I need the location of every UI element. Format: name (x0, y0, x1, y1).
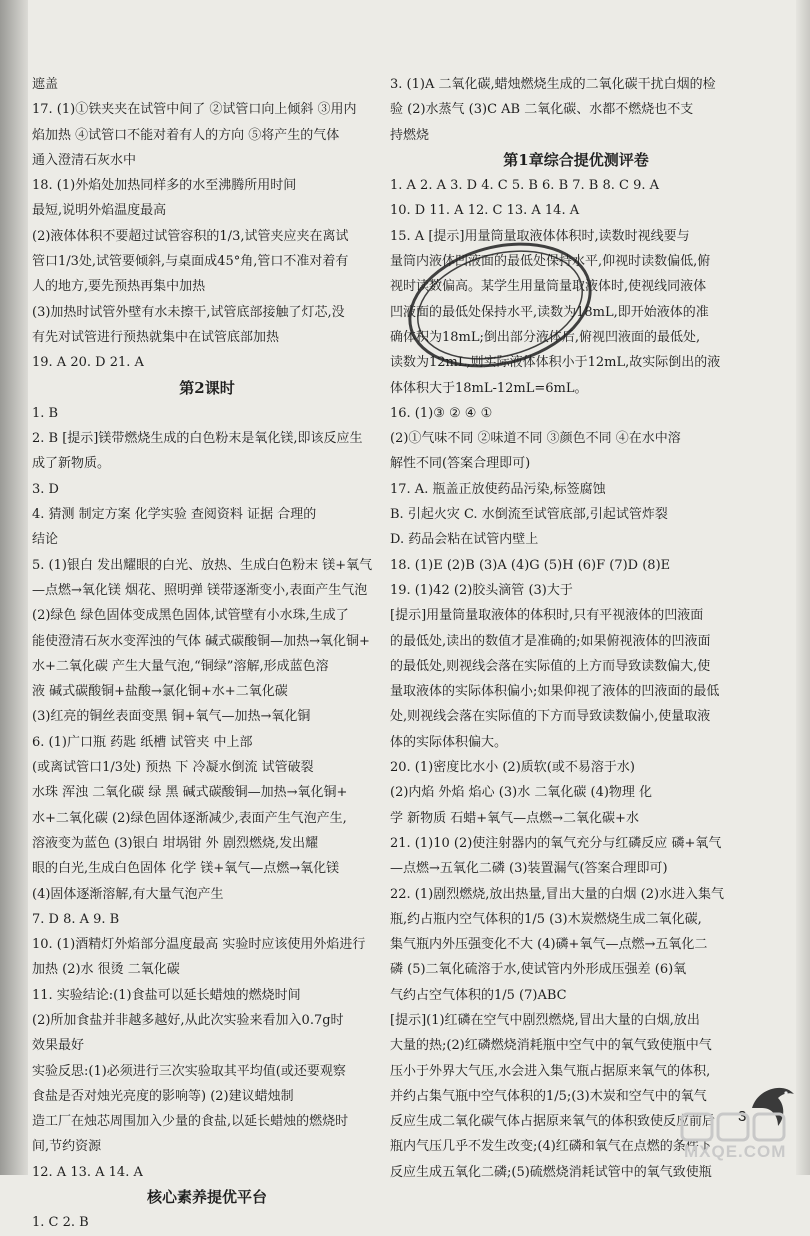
text-line: (3)加热时试管外壁有水未擦干,试管底部接触了灯芯,没 (32, 304, 345, 320)
text-line: 7. D 8. A 9. B (32, 911, 120, 927)
text-line: 大量的热;(2)红磷燃烧消耗瓶中空气中的氧气致使瓶中气 (390, 1038, 712, 1054)
text-line: 体的实际体积偏大。 (390, 734, 508, 750)
text-line: 解性不同(答案合理即可) (390, 456, 531, 472)
text-line: 瓶内气压几乎不发生改变;(4)红磷和氧气在点燃的条件下 (390, 1139, 712, 1155)
text-line: 4. 猜测 制定方案 化学实验 查阅资料 证据 合理的 (32, 507, 317, 523)
text-line: 3. D (32, 481, 59, 497)
text-line: 通入澄清石灰水中 (32, 152, 137, 168)
text-line: 学 新物质 石蜡+氧气—点燃→二氧化碳+水 (390, 810, 639, 826)
text-line: 18. (1)外焰处加热同样多的水至沸腾所用时间 (32, 178, 297, 194)
text-line: 5. (1)银白 发出耀眼的白光、放热、生成白色粉末 镁+氧气 (32, 557, 373, 573)
text-line: 第1章综合提优测评卷 (503, 150, 649, 169)
text-line: 的最低处,读出的数值才是准确的;如果俯视液体的凹液面 (390, 633, 711, 649)
text-line: 10. (1)酒精灯外焰部分温度最高 实验时应该使用外焰进行 (32, 937, 366, 953)
text-line: 确体积为18mL;倒出部分液体后,俯视凹液面的最低处, (390, 329, 701, 345)
text-line: 成了新物质。 (32, 456, 111, 472)
text-line: 18. (1)E (2)B (3)A (4)G (5)H (6)F (7)D (8)E (390, 557, 671, 573)
text-line: (2)①气味不同 ②味道不同 ③颜色不同 ④在水中溶 (390, 431, 681, 447)
text-line: 6. (1)广口瓶 药匙 纸槽 试管夹 中上部 (32, 734, 253, 750)
text-line: —点燃→五氧化二磷 (3)装置漏气(答案合理即可) (390, 861, 668, 877)
text-line: 水+二氧化碳 产生大量气泡,“铜绿”溶解,形成蓝色溶 (32, 658, 329, 674)
text-line: (3)红亮的铜丝表面变黑 铜+氧气—加热→氧化铜 (32, 709, 311, 725)
text-line: 实验反思:(1)必须进行三次实验取其平均值(或还要观察 (32, 1063, 346, 1079)
text-line: 第2课时 (179, 378, 235, 397)
text-line: 压小于外界大气压,水会进入集气瓶占据原来氧气的体积, (390, 1063, 711, 1079)
text-line: 人的地方,要先预热再集中加热 (32, 279, 206, 295)
text-line: 验 (2)水蒸气 (3)C AB 二氧化碳、水都不燃烧也不支 (390, 102, 694, 118)
text-line: 集气瓶内外压强变化不大 (4)磷+氧气—点燃→五氧化二 (390, 937, 708, 953)
text-line: 视时读数偏高。某学生用量筒量取液体时,使视线同液体 (390, 279, 707, 295)
text-line: 瓶,约占瓶内空气体积的1/5 (3)木炭燃烧生成二氧化碳, (390, 911, 702, 927)
page-edge-shadow (796, 0, 810, 1175)
text-line: 食盐是否对烛光亮度的影响等) (2)建议蜡烛制 (32, 1088, 294, 1104)
text-line: 的最低处,则视线会落在实际值的上方而导致读数偏大,使 (390, 658, 711, 674)
page-number: 3 (738, 1108, 747, 1125)
text-line: (2)内焰 外焰 焰心 (3)水 二氧化碳 (4)物理 化 (390, 785, 653, 801)
text-line: 反应生成二氧化碳气体占据原来氧气的体积致使反应前后 (390, 1114, 716, 1130)
text-line: 间,节约资源 (32, 1139, 102, 1155)
text-line: 溶液变为蓝色 (3)银白 坩埚钳 外 剧烈燃烧,发出耀 (32, 835, 319, 851)
text-line: 17. A. 瓶盖正放使药品污染,标签腐蚀 (390, 481, 606, 497)
text-line: 最短,说明外焰温度最高 (32, 203, 167, 219)
text-line: 10. D 11. A 12. C 13. A 14. A (390, 203, 580, 219)
text-line: 22. (1)剧烈燃烧,放出热量,冒出大量的白烟 (2)水进入集气 (390, 886, 725, 902)
text-line: 1. A 2. A 3. D 4. C 5. B 6. B 7. B 8. C 9. A (390, 178, 660, 194)
stamp-seal (400, 230, 600, 380)
text-line: 反应生成五氧化二磷;(5)硫燃烧消耗试管中的氧气致使瓶 (390, 1164, 712, 1180)
text-line: (2)绿色 绿色固体变成黑色固体,试管壁有小水珠,生成了 (32, 608, 349, 624)
text-line: 1. B (32, 405, 59, 421)
text-line: 加热 (2)水 很烫 二氧化碳 (32, 962, 180, 978)
text-line: 遮盖 (32, 77, 59, 92)
text-line: (2)液体体积不要超过试管容积的1/3,试管夹应夹在离试 (32, 228, 349, 244)
text-line: 效果最好 (32, 1038, 85, 1054)
text-line: 1. C 2. B (32, 1215, 89, 1231)
text-line: 水珠 浑浊 二氧化碳 绿 黑 碱式碳酸铜—加热→氧化铜+ (32, 785, 348, 801)
text-line: 并约占集气瓶中空气体积的1/5;(3)木炭和空气中的氧气 (390, 1088, 707, 1104)
text-line: 19. A 20. D 21. A (32, 355, 144, 371)
text-line: [提示](1)红磷在空气中剧烈燃烧,冒出大量的白烟,放出 (390, 1012, 700, 1028)
watermark-url: MXQE.COM (684, 1142, 787, 1161)
text-line: 管口1/3处,试管要倾斜,与桌面成45°角,管口不准对着有 (32, 254, 349, 270)
text-line: 11. 实验结论:(1)食盐可以延长蜡烛的燃烧时间 (32, 987, 301, 1003)
text-line: 处,则视线会落在实际值的下方而导致读数偏小,使量取液 (390, 709, 711, 725)
text-line: 水+二氧化碳 (2)绿色固体逐渐减少,表面产生气泡产生, (32, 810, 347, 826)
text-line: 3. (1)A 二氧化碳,蜡烛燃烧生成的二氧化碳干扰白烟的检 (390, 77, 716, 92)
watermark-icon (680, 1110, 790, 1144)
text-line: 液 碱式碳酸铜+盐酸→氯化铜+水+二氧化碳 (32, 684, 288, 700)
text-line: 磷 (5)二氧化硫溶于水,使试管内外形成压强差 (6)氧 (390, 962, 687, 978)
text-line: 19. (1)42 (2)胶头滴管 (3)大于 (390, 582, 573, 598)
text-line: 造工厂在烛芯周围加入少量的食盐,以延长蜡烛的燃烧时 (32, 1114, 349, 1130)
text-line: B. 引起火灾 C. 水倒流至试管底部,引起试管炸裂 (390, 507, 668, 523)
text-line: 体体积大于18mL-12mL=6mL。 (390, 380, 588, 396)
text-line: 16. (1)③ ② ④ ① (390, 405, 493, 421)
text-line: 20. (1)密度比水小 (2)质软(或不易溶于水) (390, 760, 635, 776)
text-line: 眼的白光,生成白色固体 化学 镁+氧气—点燃→氧化镁 (32, 861, 340, 877)
text-line: 凹液面的最低处保持水平,读数为18mL,即开始液体的准 (390, 304, 709, 320)
text-line: D. 药品会粘在试管内壁上 (390, 532, 539, 548)
text-line: 持燃烧 (390, 127, 430, 143)
left-column (32, 72, 382, 1236)
text-line: (或离试管口1/3处) 预热 下 冷凝水倒流 试管破裂 (32, 760, 314, 776)
page-binding-shadow (0, 0, 28, 1175)
text-line: 读数为12mL,则实际液体体积小于12mL,故实际倒出的液 (390, 355, 721, 371)
text-line: 能使澄清石灰水变浑浊的气体 碱式碳酸铜—加热→氧化铜+ (32, 633, 370, 649)
text-line: 12. A 13. A 14. A (32, 1164, 143, 1180)
text-line: 气约占空气体积的1/5 (7)ABC (390, 987, 567, 1003)
text-line: —点燃→氧化镁 烟花、照明弹 镁带逐渐变小,表面产生气泡 (32, 582, 368, 598)
text-line: 15. A [提示]用量筒量取液体体积时,读数时视线要与 (390, 228, 690, 244)
text-line: 焰加热 ④试管口不能对着有人的方向 ⑤将产生的气体 (32, 127, 340, 143)
text-line: (4)固体逐渐溶解,有大量气泡产生 (32, 886, 224, 902)
text-line: 量取液体的实际体积偏小;如果仰视了液体的凹液面的最低 (390, 684, 720, 700)
text-line: 结论 (32, 532, 59, 548)
text-line: 21. (1)10 (2)使注射器内的氧气充分与红磷反应 磷+氧气 (390, 835, 722, 851)
text-line: 量筒内液体凹液面的最低处保持水平,仰视时读数偏低,俯 (390, 254, 711, 270)
text-line: 核心素养提优平台 (146, 1188, 267, 1207)
text-line: [提示]用量筒量取液体的体积时,只有平视液体的凹液面 (390, 608, 704, 624)
text-line: 有先对试管进行预热就集中在试管底部加热 (32, 329, 280, 345)
text-line: 17. (1)①铁夹夹在试管中间了 ②试管口向上倾斜 ③用内 (32, 102, 357, 118)
text-line: (2)所加食盐并非越多越好,从此次实验来看加入0.7g时 (32, 1012, 344, 1028)
text-line: 2. B [提示]镁带燃烧生成的白色粉末是氧化镁,即该反应生 (32, 431, 363, 447)
